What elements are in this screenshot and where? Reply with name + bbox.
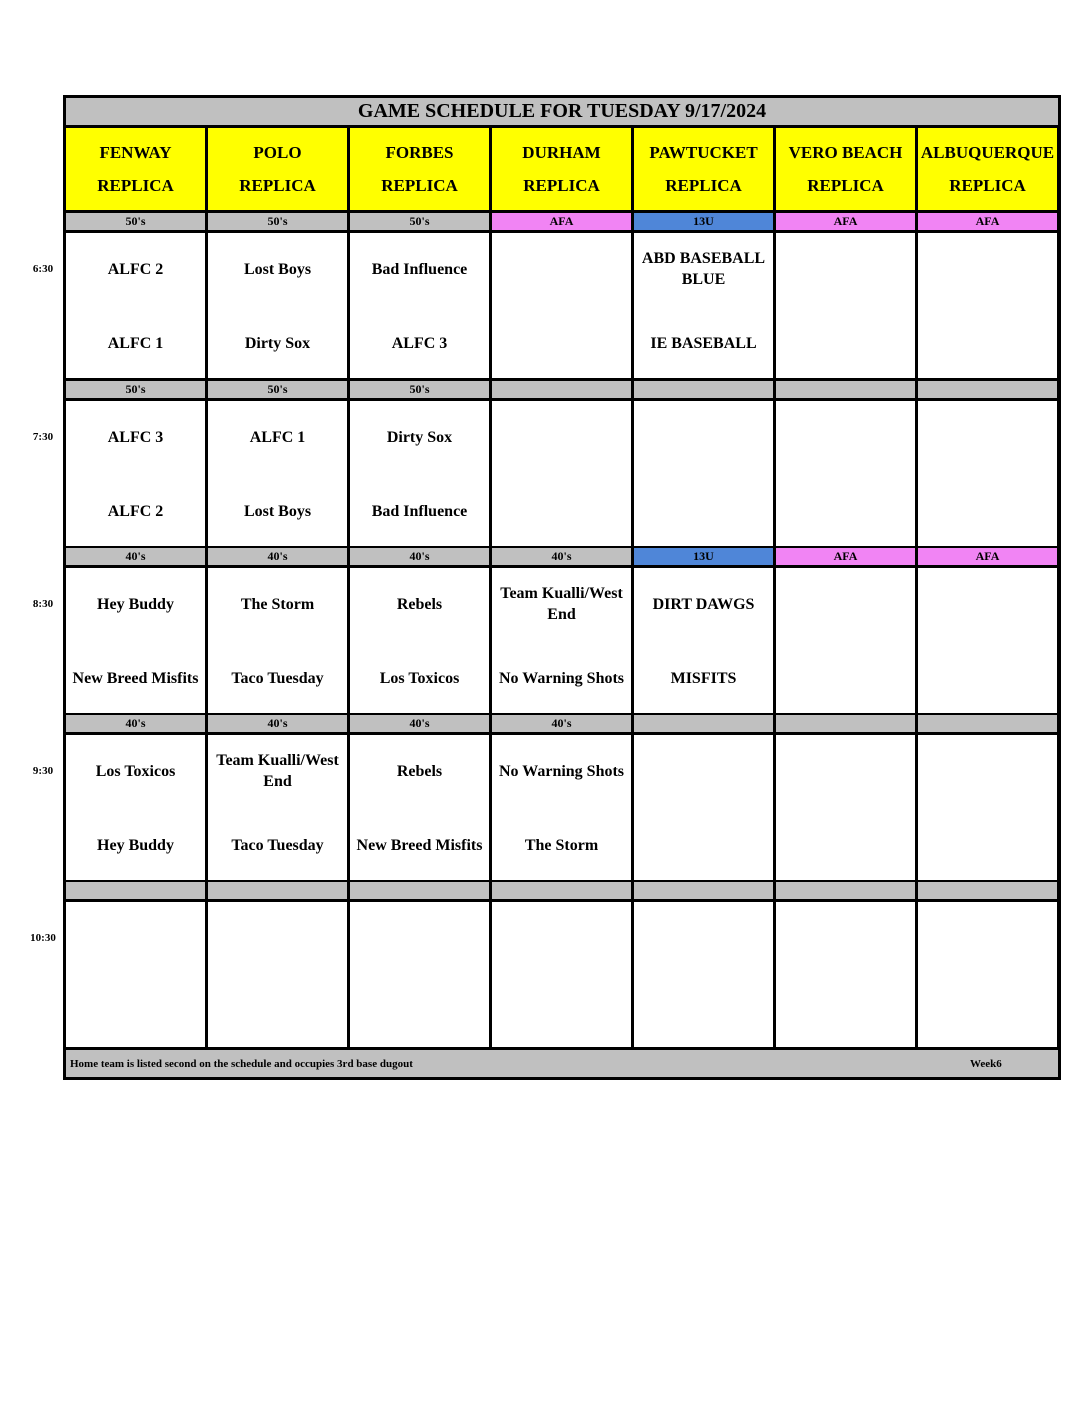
away-team: Bad Influence: [371, 260, 468, 278]
game-cell: [492, 902, 631, 1047]
away-team: Lost Boys: [243, 260, 312, 278]
division-label: AFA: [776, 548, 915, 565]
game-cell: [918, 735, 1057, 880]
field-name: PAWTUCKET: [649, 143, 758, 162]
home-team: [492, 477, 631, 545]
home-team: [776, 644, 915, 712]
away-team: [776, 739, 915, 803]
page-title: GAME SCHEDULE FOR TUESDAY 9/17/2024: [66, 98, 1058, 125]
division-label: 40's: [492, 548, 631, 565]
division-label: AFA: [776, 213, 915, 230]
game-cell: [634, 401, 773, 546]
home-team: ALFC 3: [391, 334, 448, 352]
game-cell: [492, 735, 631, 880]
home-team: [350, 978, 489, 1046]
division-label: 50's: [208, 213, 347, 230]
field-name: DURHAM: [522, 143, 601, 162]
time-slot-label: 9:30: [32, 765, 54, 777]
away-team: [208, 906, 347, 970]
field-subtitle: REPLICA: [381, 176, 458, 195]
game-cell: [918, 568, 1057, 713]
field-name: FENWAY: [99, 143, 172, 162]
division-label: [350, 882, 489, 899]
home-team: New Breed Misfits: [356, 836, 483, 854]
field-header: [350, 128, 489, 210]
away-team: Hey Buddy: [97, 595, 174, 613]
field-header: [776, 128, 915, 210]
away-team: ALFC 2: [107, 260, 164, 278]
game-cell: [634, 902, 773, 1047]
game-cell: [776, 902, 915, 1047]
game-cell: [918, 401, 1057, 546]
division-label: 50's: [208, 381, 347, 398]
field-subtitle: REPLICA: [949, 176, 1026, 195]
time-slot-label: 8:30: [32, 598, 54, 610]
away-team: [492, 405, 631, 469]
away-team: [634, 906, 773, 970]
field-subtitle: REPLICA: [523, 176, 600, 195]
home-team: [634, 811, 773, 879]
game-cell: [492, 233, 631, 378]
away-team: No Warning Shots: [498, 762, 625, 780]
field-subtitle: REPLICA: [239, 176, 316, 195]
home-team: [918, 978, 1057, 1046]
game-cell: [634, 735, 773, 880]
away-team: [66, 906, 205, 970]
away-team: ALFC 3: [107, 428, 164, 446]
division-label: AFA: [918, 548, 1057, 565]
home-team: MISFITS: [670, 669, 737, 687]
away-team: [918, 237, 1057, 301]
home-team: [208, 978, 347, 1046]
division-label: [918, 381, 1057, 398]
home-team: [776, 309, 915, 377]
home-team: Taco Tuesday: [231, 836, 324, 854]
schedule-table: [63, 95, 1061, 1080]
division-label: [634, 381, 773, 398]
home-team: ALFC 2: [107, 502, 164, 520]
away-team: Rebels: [396, 762, 443, 780]
game-cell: [492, 401, 631, 546]
away-team: [776, 237, 915, 301]
away-team: ABD BASEBALL BLUE: [641, 250, 766, 288]
game-cell: [208, 902, 347, 1047]
division-label: [66, 882, 205, 899]
away-team: [634, 739, 773, 803]
game-cell: [776, 401, 915, 546]
away-team: [492, 906, 631, 970]
game-cell: [350, 568, 489, 713]
game-cell: [208, 233, 347, 378]
game-cell: [66, 401, 205, 546]
home-team: [918, 309, 1057, 377]
division-label: [776, 882, 915, 899]
home-team: [634, 978, 773, 1046]
time-slot-label: 10:30: [30, 932, 56, 944]
home-team: [776, 978, 915, 1046]
home-team: [776, 477, 915, 545]
game-cell: [634, 568, 773, 713]
game-cell: [208, 735, 347, 880]
division-label: [492, 882, 631, 899]
division-label: [776, 715, 915, 732]
division-label: [492, 381, 631, 398]
division-label: 40's: [208, 715, 347, 732]
away-team: ALFC 1: [249, 428, 306, 446]
division-label: 13U: [634, 548, 773, 565]
game-cell: [350, 233, 489, 378]
division-label: 50's: [350, 381, 489, 398]
home-team: Los Toxicos: [379, 669, 460, 687]
division-label: 50's: [66, 381, 205, 398]
away-team: The Storm: [240, 595, 315, 613]
division-label: 40's: [208, 548, 347, 565]
game-cell: [776, 568, 915, 713]
away-team: [918, 739, 1057, 803]
division-label: 50's: [66, 213, 205, 230]
away-team: [492, 237, 631, 301]
away-team: [776, 572, 915, 636]
home-team: [918, 477, 1057, 545]
game-cell: [208, 568, 347, 713]
division-label: 40's: [350, 715, 489, 732]
time-slot-label: 7:30: [32, 431, 54, 443]
home-team: [634, 477, 773, 545]
field-subtitle: REPLICA: [97, 176, 174, 195]
home-team: [492, 978, 631, 1046]
home-team: IE BASEBALL: [650, 334, 757, 352]
home-team: [918, 811, 1057, 879]
game-cell: [66, 735, 205, 880]
field-name: ALBUQUERQUE: [920, 143, 1055, 162]
away-team: [918, 906, 1057, 970]
division-label: AFA: [492, 213, 631, 230]
footer-bar: [66, 1050, 1058, 1077]
away-team: Los Toxicos: [95, 762, 176, 780]
field-subtitle: REPLICA: [807, 176, 884, 195]
division-label: [918, 715, 1057, 732]
game-cell: [350, 902, 489, 1047]
week-label: Week6: [970, 1058, 1002, 1070]
game-cell: [776, 233, 915, 378]
game-cell: [66, 902, 205, 1047]
division-label: [776, 381, 915, 398]
division-label: 40's: [350, 548, 489, 565]
home-team: ALFC 1: [107, 334, 164, 352]
away-team: [918, 405, 1057, 469]
away-team: Rebels: [396, 595, 443, 613]
field-name: FORBES: [385, 143, 454, 162]
away-team: [776, 405, 915, 469]
division-label: 13U: [634, 213, 773, 230]
game-cell: [66, 233, 205, 378]
away-team: Team Kualli/West End: [216, 752, 339, 790]
home-team: No Warning Shots: [498, 669, 625, 687]
away-team: Team Kualli/West End: [500, 585, 623, 623]
game-cell: [208, 401, 347, 546]
field-name: VERO BEACH: [788, 143, 903, 162]
home-team: New Breed Misfits: [72, 669, 199, 687]
home-team: Bad Influence: [371, 502, 468, 520]
game-cell: [776, 735, 915, 880]
home-team: [492, 309, 631, 377]
game-cell: [918, 233, 1057, 378]
field-header: [918, 128, 1057, 210]
division-label: 40's: [66, 715, 205, 732]
division-label: 40's: [66, 548, 205, 565]
home-team: Dirty Sox: [244, 334, 311, 352]
game-cell: [918, 902, 1057, 1047]
division-label: [208, 882, 347, 899]
field-header: [66, 128, 205, 210]
footer-note: Home team is listed second on the schedule and occupies 3rd base dugout: [70, 1058, 413, 1070]
field-name: POLO: [253, 143, 302, 162]
field-subtitle: REPLICA: [665, 176, 742, 195]
time-slot-label: 6:30: [32, 263, 54, 275]
field-header: [634, 128, 773, 210]
home-team: Taco Tuesday: [231, 669, 324, 687]
home-team: Hey Buddy: [97, 836, 174, 854]
home-team: [776, 811, 915, 879]
away-team: [918, 572, 1057, 636]
away-team: [776, 906, 915, 970]
game-cell: [350, 735, 489, 880]
game-cell: [350, 401, 489, 546]
field-header: [208, 128, 347, 210]
away-team: [634, 405, 773, 469]
away-team: DIRT DAWGS: [652, 595, 755, 613]
field-header: [492, 128, 631, 210]
away-team: Dirty Sox: [386, 428, 453, 446]
division-label: AFA: [918, 213, 1057, 230]
division-label: [634, 882, 773, 899]
home-team: Lost Boys: [243, 502, 312, 520]
away-team: [350, 906, 489, 970]
game-cell: [492, 568, 631, 713]
home-team: [918, 644, 1057, 712]
division-label: [634, 715, 773, 732]
game-cell: [66, 568, 205, 713]
division-label: 40's: [492, 715, 631, 732]
division-label: [918, 882, 1057, 899]
division-label: 50's: [350, 213, 489, 230]
home-team: The Storm: [524, 836, 599, 854]
home-team: [66, 978, 205, 1046]
game-cell: [634, 233, 773, 378]
